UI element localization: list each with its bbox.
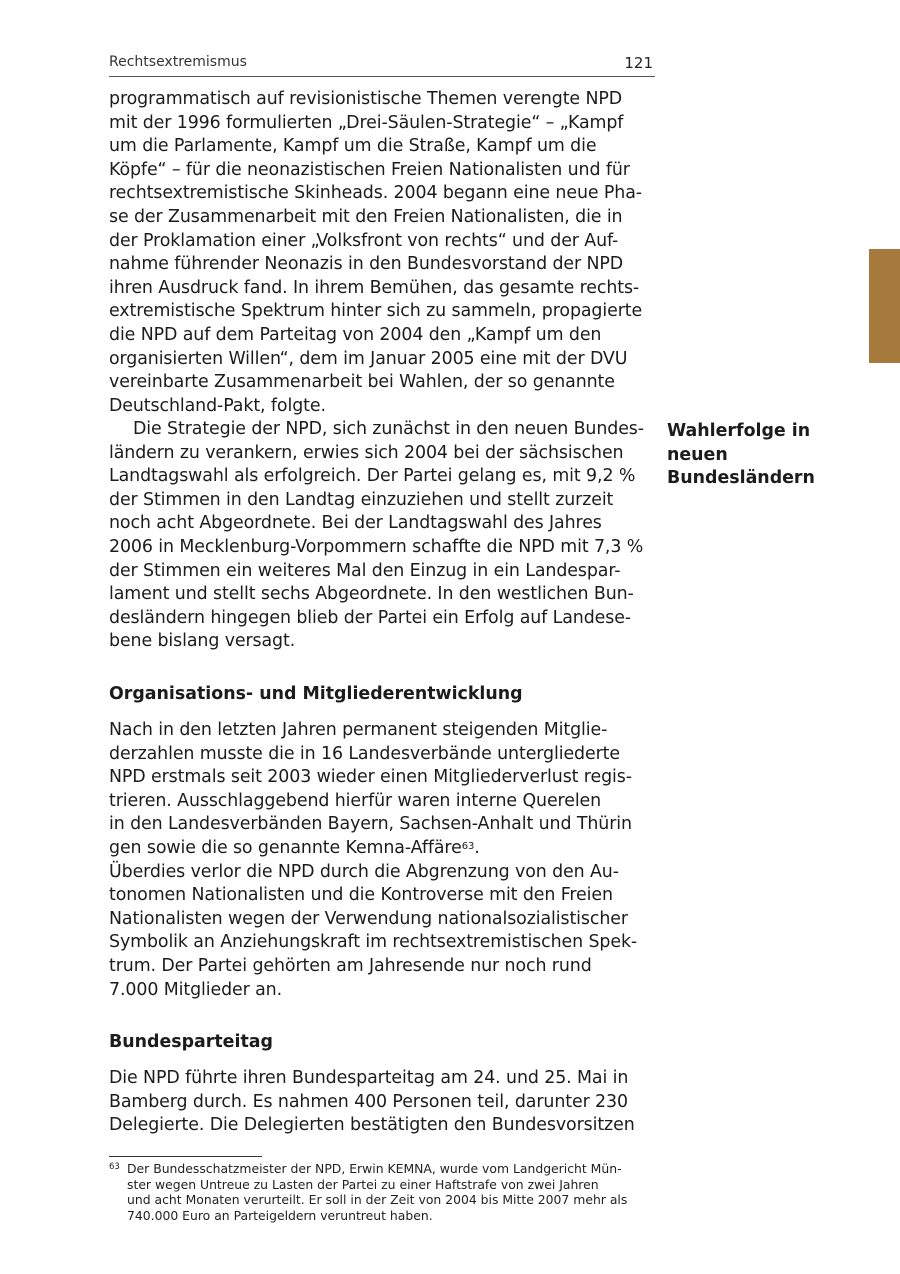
section-heading: Bundesparteitag — [109, 1032, 273, 1052]
footnote-line: 740.000 Euro an Parteigeldern veruntreut haben. — [127, 1207, 433, 1223]
footnote-line: ster wegen Untreue zu Lasten der Partei zu einer Haftstrafe von zwei Jahren — [127, 1176, 599, 1192]
text-line: Symbolik an Anziehungskraft im rechtsextremistischen Spek- — [109, 932, 638, 953]
margin-note-line: Bundesländern — [667, 468, 815, 489]
text-line: lament und stellt sechs Abgeordnete. In den westlichen Bun- — [109, 584, 634, 605]
text-line: se der Zusammenarbeit mit den Freien Nationalisten, die in — [109, 206, 623, 227]
text-line: programmatisch auf revisionistische Themen verengte NPD — [109, 89, 623, 109]
text-fragment: gen sowie die so genannte Kemna-Affäre — [109, 837, 462, 858]
text-line: Die NPD führte ihren Bundesparteitag am 24. und 25. Mai in — [109, 1068, 629, 1088]
text-line: vereinbarte Zusammenarbeit bei Wahlen, der so genannte — [109, 372, 615, 393]
text-line: organisierten Willen“, dem im Januar 2005 eine mit der DVU — [109, 348, 628, 369]
text-line: in den Landesverbänden Bayern, Sachsen-Anhalt und Thürin — [109, 814, 632, 835]
text-line: Überdies verlor die NPD durch die Abgrenzung von den Au- — [109, 861, 619, 882]
text-line: Landtagswahl als erfolgreich. Der Partei gelang es, mit 9,2 % — [109, 466, 636, 487]
footnote-number: 63 — [109, 1162, 120, 1172]
text-line: trum. Der Partei gehörten am Jahresende nur noch rund — [109, 955, 592, 976]
text-fragment: . — [474, 837, 480, 858]
page-header — [109, 54, 655, 77]
text-line: ihren Ausdruck fand. In ihrem Bemühen, das gesamte rechts- — [109, 277, 640, 298]
text-line: trieren. Ausschlaggebend hierfür waren interne Querelen — [109, 790, 602, 811]
footnote-line: und acht Monaten verurteilt. Er soll in der Zeit von 2004 bis Mitte 2007 mehr als — [127, 1192, 628, 1208]
text-line: 2006 in Mecklenburg-Vorpommern schaffte die NPD mit 7,3 % — [109, 536, 644, 557]
text-line: Bamberg durch. Es nahmen 400 Personen teil, darunter 230 — [109, 1091, 628, 1112]
text-line: Nationalisten wegen der Verwendung nationalsozialistischer — [109, 908, 628, 929]
text-line: der Stimmen ein weiteres Mal den Einzug in ein Landespar- — [109, 560, 621, 581]
chapter-tab-marker — [869, 249, 900, 363]
text-line: nahme führender Neonazis in den Bundesvorstand der NPD — [109, 254, 624, 275]
text-line: noch acht Abgeordnete. Bei der Landtagswahl des Jahres — [109, 513, 602, 534]
footnote-divider — [109, 1156, 262, 1157]
margin-note-line: neuen — [667, 444, 728, 465]
text-line: Deutschland-Pakt, folgte. — [109, 395, 326, 416]
text-line: um die Parlamente, Kampf um die Straße, Kampf um die — [109, 136, 597, 157]
section-heading: Organisations- und Mitgliederentwicklung — [109, 684, 523, 704]
footnote — [109, 1161, 654, 1223]
paragraph-3 — [109, 719, 657, 1002]
text-line: Köpfe“ – für die neonazistischen Freien Nationalisten und für — [109, 159, 630, 180]
text-line: desländern hingegen blieb der Partei ein Erfolg auf Landese- — [109, 607, 631, 628]
text-line: bene bislang versagt. — [109, 631, 296, 652]
footnote-line: Der Bundesschatzmeister der NPD, Erwin KEMNA, wurde vom Landgericht Mün- — [127, 1161, 622, 1176]
text-line: extremistische Spektrum hinter sich zu sammeln, propagierte — [109, 301, 643, 322]
text-line: tonomen Nationalisten und die Kontroverse mit den Freien — [109, 885, 613, 906]
page-number: 121 — [624, 54, 653, 72]
footnote-reference[interactable]: 63 — [461, 840, 475, 852]
text-line: mit der 1996 formulierten „Drei-Säulen-Strategie“ – „Kampf — [109, 112, 624, 133]
text-line: der Stimmen in den Landtag einzuziehen und stellt zurzeit — [109, 489, 614, 510]
text-line: Die Strategie der NPD, sich zunächst in den neuen Bundes- — [133, 419, 644, 439]
margin-note-line: Wahlerfolge in — [667, 421, 811, 441]
text-line: Delegierte. Die Delegierten bestätigten den Bundesvorsitzen — [109, 1115, 635, 1136]
text-line: NPD erstmals seit 2003 wieder einen Mitgliederverlust regis- — [109, 767, 632, 788]
running-title: Rechtsextremismus — [109, 54, 247, 70]
text-line — [109, 837, 657, 861]
text-line: die NPD auf dem Parteitag von 2004 den „Kampf um den — [109, 324, 602, 345]
text-line: ländern zu verankern, erwies sich 2004 bei der sächsischen — [109, 442, 624, 463]
text-line: derzahlen musste die in 16 Landesverbände untergliederte — [109, 743, 620, 764]
paragraph-2 — [109, 418, 657, 654]
text-line: Nach in den letzten Jahren permanent steigenden Mitglie- — [109, 720, 608, 740]
margin-note — [667, 420, 827, 491]
text-line: der Proklamation einer „Volksfront von rechts“ und der Auf- — [109, 230, 619, 251]
text-line: rechtsextremistische Skinheads. 2004 begann eine neue Pha- — [109, 183, 642, 204]
paragraph-1 — [109, 88, 657, 418]
text-line: 7.000 Mitglieder an. — [109, 979, 282, 1000]
paragraph-4 — [109, 1067, 657, 1138]
